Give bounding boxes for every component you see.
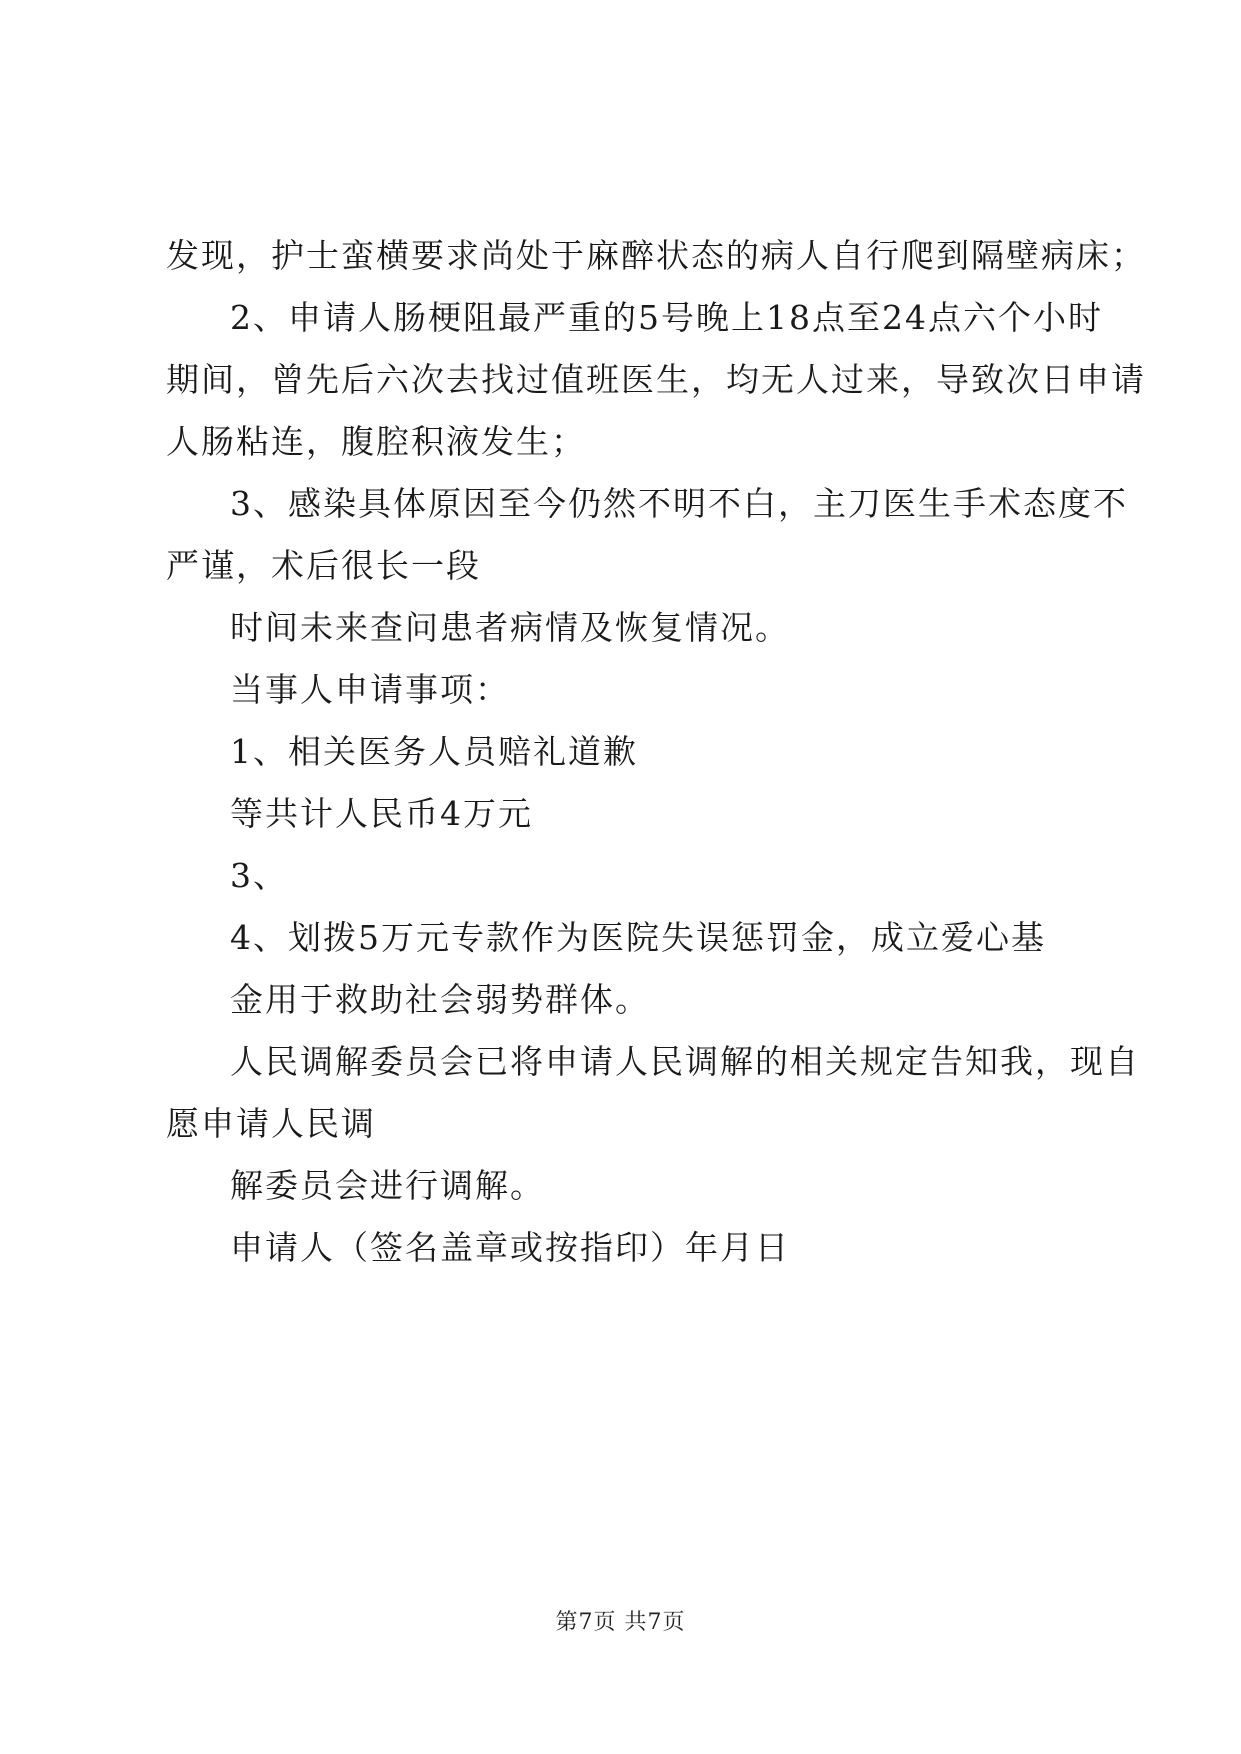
paragraph-line: 2、申请人肠梗阻最严重的5号晚上18点至24点六个小时 bbox=[230, 298, 1103, 337]
paragraph-line: 申请人（签名盖章或按指印）年月日 bbox=[230, 1228, 790, 1267]
page-number-footer: 第7页 共7页 bbox=[555, 1610, 686, 1635]
paragraph-line: 1、相关医务人员赔礼道歉 bbox=[230, 732, 638, 771]
paragraph-line: 愿申请人民调 bbox=[166, 1104, 376, 1143]
paragraph-line: 3、 bbox=[230, 856, 288, 895]
paragraph-line: 期间，曾先后六次去找过值班医生，均无人过来，导致次日申请 bbox=[166, 360, 1146, 399]
paragraph-line: 发现，护士蛮横要求尚处于麻醉状态的病人自行爬到隔壁病床； bbox=[166, 236, 1146, 275]
paragraph-line: 解委员会进行调解。 bbox=[230, 1166, 545, 1205]
paragraph-line: 金用于救助社会弱势群体。 bbox=[230, 980, 650, 1019]
paragraph-line: 当事人申请事项： bbox=[230, 670, 510, 709]
paragraph-line: 时间未来查问患者病情及恢复情况。 bbox=[230, 608, 790, 647]
paragraph-line: 人民调解委员会已将申请人民调解的相关规定告知我，现自 bbox=[230, 1042, 1140, 1081]
paragraph-line: 等共计人民币4万元 bbox=[230, 794, 533, 833]
paragraph-line: 4、划拨5万元专款作为医院失误惩罚金，成立爱心基 bbox=[230, 918, 1046, 957]
paragraph-line: 人肠粘连，腹腔积液发生； bbox=[166, 422, 586, 461]
paragraph-line: 严谨，术后很长一段 bbox=[166, 546, 481, 585]
paragraph-line: 3、感染具体原因至今仍然不明不白，主刀医生手术态度不 bbox=[230, 484, 1128, 523]
